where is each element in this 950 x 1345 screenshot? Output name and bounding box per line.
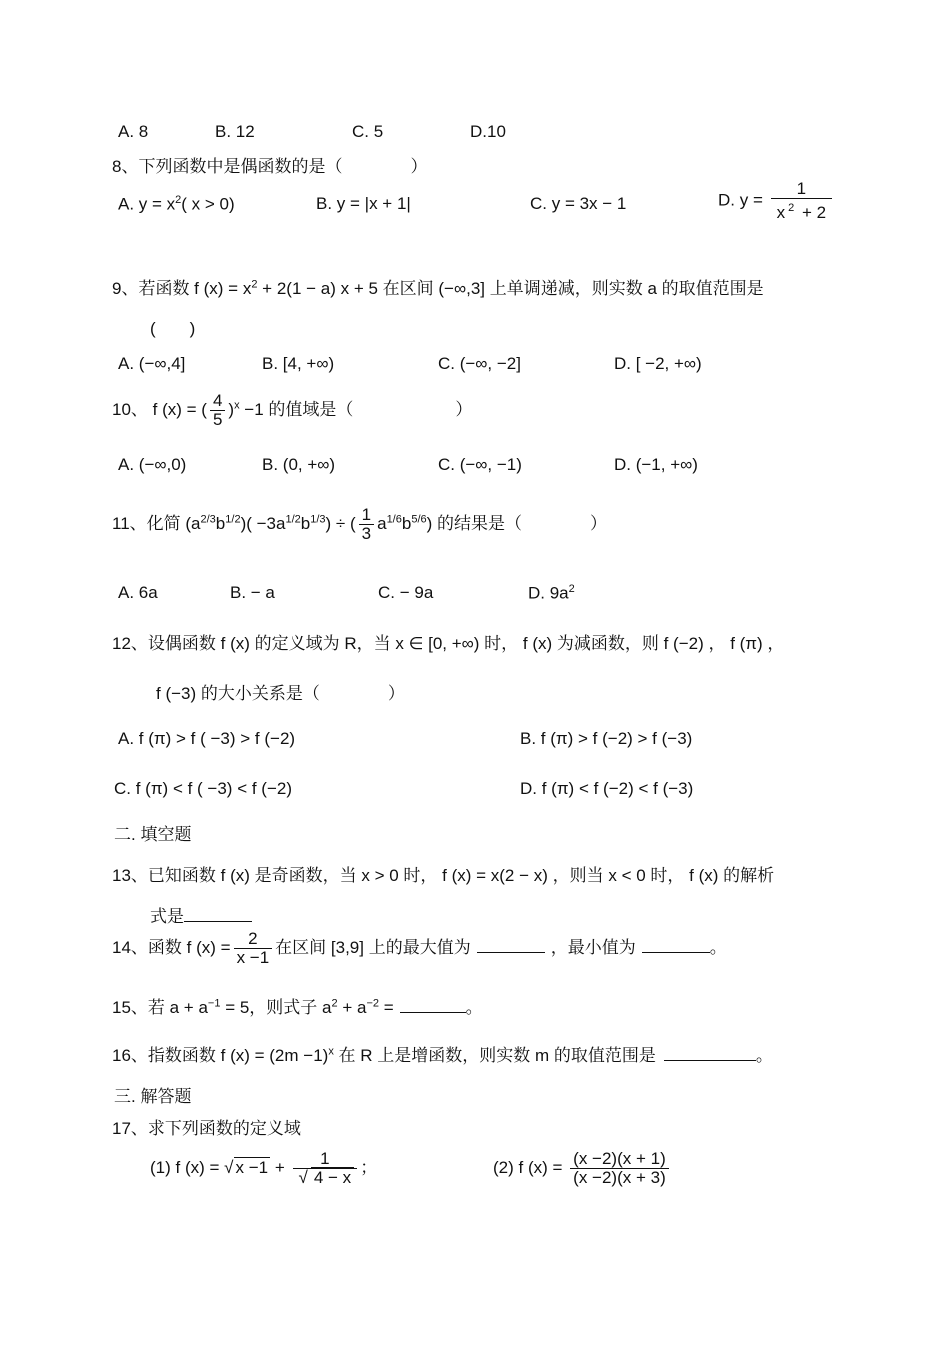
q17-part2: (2) f (x) = $\frac{(x -2)(x + 1)}{(x -2)(x + 3)}$ [493,1150,672,1187]
q13-answer-blank [184,921,252,922]
q12-option-d: D. f (π) < f (−2) < f (−3) [520,779,694,798]
q8-d-fraction: $\frac{1}{x ^2 + 2}$ [771,180,832,222]
sqrt-icon: √ [298,1168,308,1187]
q9-option-c: C. (−∞, −2] [438,354,521,373]
q14-fraction: $\frac{2}{x -1}$ [234,930,273,967]
q11-option-b: B. − a [230,583,275,602]
q14-min-blank [642,952,710,953]
q8-option-a: A. $y = x^2$( x > 0) [118,194,235,214]
q15-answer-blank [400,1012,466,1013]
q10-option-b: B. (0, +∞) [262,455,336,474]
q8-option-d: D. y = $\frac{1}{x ^2 + 2}$ [718,180,835,222]
q9-paren: ( ) [150,319,196,338]
q10-option-a: A. (−∞,0) [118,455,187,474]
sqrt-icon: √ [224,1157,234,1177]
q8-option-b: B. y = |x + 1| [316,194,411,213]
q10-option-d: D. (−1, +∞) [614,455,698,474]
q12-option-a: A. f (π) > f ( −3) > f (−2) [118,729,296,748]
q15-stem: 15、若 $a + a^{-1} = 5$，则式子 $a^2 + a^{-2}$ = 。 [112,997,483,1017]
q7-option-a: A. 8 [118,122,149,141]
q17-part1-fraction: $\frac{1}{√ 4 - x}$ [293,1150,358,1187]
q9-stem: 9、若函数 f $(x) = x^2 + 2(1 - a) x + 5$ 在区间 (−∞,3] 上单调递减，则实数 a 的取值范围是 [112,278,764,298]
q7-option-b: B. 12 [215,122,255,141]
q17-part1: (1) f (x) = √ x −1 + $\frac{1}{√ 4 - x}$ ； [150,1149,378,1187]
section-answer-title: 三. 解答题 [114,1087,192,1106]
q11-fraction: $\frac{1}{3}$ [359,506,374,543]
q9-option-d: D. [ −2, +∞) [614,354,702,373]
q10-fraction: $\frac{4}{5}$ [210,392,225,429]
q12-stem-line2: f (−3) 的大小关系是（ ） [156,684,405,703]
section-fill-in-title: 二. 填空题 [114,825,192,844]
q8-stem: 8、下列函数中是偶函数的是（ ） [112,157,428,176]
q12-option-b: B. f (π) > f (−2) > f (−3) [520,729,693,748]
q13-stem-line1: 13、已知函数 f (x) 是奇函数，当 x > 0 时， f (x) = x(2 − x) ，则当 x < 0 时， f (x) 的解析 [112,866,775,885]
q9-option-a: A. (−∞,4] [118,354,186,373]
q17-part2-fraction: $\frac{(x -2)(x + 1)}{(x -2)(x + 3)}$ [570,1150,669,1187]
q14-max-blank [477,952,545,953]
q11-option-d: D. $9a^2$ [528,583,575,603]
q9-option-b: B. [4, +∞) [262,354,335,373]
q10-option-c: C. (−∞, −1) [438,455,522,474]
q11-option-c: C. − 9a [378,583,434,602]
q10-stem: 10、 f (x) = ( $\frac{4}{5}$ )$^x$ −1 的值域是（ ） [112,391,473,429]
q7-option-d: D.10 [470,122,506,141]
q16-answer-blank [664,1060,756,1061]
q12-option-c: C. f (π) < f ( −3) < f (−2) [114,779,292,798]
q17-stem: 17、求下列函数的定义域 [112,1119,301,1138]
q8-option-c: C. y = 3x − 1 [530,194,627,213]
q12-stem-line1: 12、设偶函数 f (x) 的定义域为 R，当 x ∈ [0, +∞) 时， f (x) 为减函数，则 f (−2) ， f (π) ， [112,634,785,653]
q11-stem: 11、化简 $(a^{2/3}b^{1/2})( -3a^{1/2}b^{1/3})$ ÷ ( $\frac{1}{3}$ $a^{1/6}b^{5/6}$) 的结果是（ ） [112,505,608,543]
q7-option-c: C. 5 [352,122,384,141]
q16-stem: 16、指数函数 f $(x) = (2m -1)^x$ 在 R 上是增函数，则实数 m 的取值范围是 。 [112,1045,773,1065]
q11-option-a: A. 6a [118,583,158,602]
q14-stem: 14、函数 f (x) = $\frac{2}{x -1}$ 在区间 [3,9] 上的最大值为 ，最小值为 。 [112,929,727,967]
q13-stem-line2: 式是 [150,902,252,927]
